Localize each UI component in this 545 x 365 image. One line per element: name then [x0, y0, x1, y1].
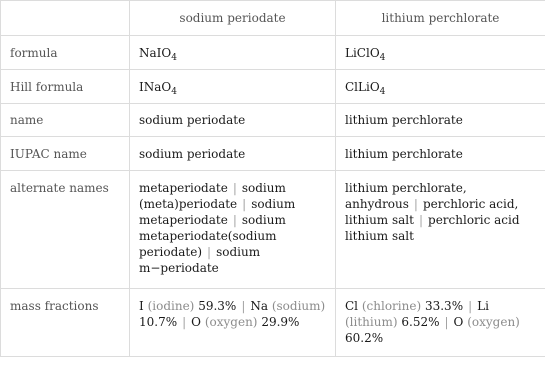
formula-cell-b: [336, 36, 545, 70]
row-label-alternate-names: alternate names: [1, 171, 130, 289]
row-label-iupac-name: IUPAC name: [1, 137, 130, 171]
column-header-sodium-periodate: sodium periodate: [130, 1, 336, 36]
element-symbol: Cl: [345, 299, 359, 313]
formula-subscript: 4: [171, 52, 177, 63]
name-cell-a: sodium periodate: [130, 104, 336, 137]
alt-name: perchloric acid lithium salt: [345, 213, 520, 243]
separator: |: [207, 245, 212, 259]
separator: |: [468, 299, 473, 313]
table-row: [1, 70, 545, 104]
formula-main: NaIO: [139, 45, 172, 60]
row-label-hill-formula: Hill formula: [1, 70, 130, 104]
alt-name: sodium (meta)periodate: [139, 181, 286, 211]
element-name: (lithium): [345, 315, 398, 329]
alt-name: sodium m−periodate: [139, 245, 261, 275]
row-label-mass-fractions: mass fractions: [1, 289, 130, 357]
alt-name: lithium perchlorate, anhydrous: [345, 181, 467, 211]
row-label-formula: formula: [1, 36, 130, 70]
header-row: [1, 1, 545, 36]
element-name: (oxygen): [204, 315, 258, 329]
alt-name: sodium metaperiodate(sodium periodate): [139, 213, 286, 259]
element-name: (sodium): [271, 299, 326, 313]
element-name: (oxygen): [467, 315, 520, 329]
alternate-names-cell-a: [130, 171, 336, 289]
mass-value: 10.7%: [139, 315, 178, 329]
separator: |: [232, 181, 237, 195]
mass-fractions-cell-a: [130, 289, 336, 357]
hill-formula-cell-a: [130, 70, 336, 104]
element-symbol: Li: [477, 299, 489, 313]
table-row: [1, 289, 545, 357]
table-row: [1, 104, 545, 137]
formula-main: LiClO: [345, 45, 380, 60]
element-name: (iodine): [147, 299, 195, 313]
corner-cell: [1, 1, 130, 36]
table-row: [1, 137, 545, 171]
element-name: (chlorine): [361, 299, 422, 313]
formula-cell-a: [130, 36, 336, 70]
formula-main: INaO: [139, 79, 172, 94]
formula-main: ClLiO: [345, 79, 380, 94]
element-symbol: I: [139, 299, 144, 313]
separator: |: [444, 315, 449, 329]
separator: |: [242, 197, 247, 211]
mass-value: 33.3%: [424, 299, 464, 313]
row-label-name: name: [1, 104, 130, 137]
mass-value: 6.52%: [401, 315, 440, 329]
element-symbol: O: [453, 315, 464, 329]
alt-name: sodium metaperiodate: [139, 197, 296, 227]
alternate-names-cell-b: [336, 171, 545, 289]
hill-formula-cell-b: [336, 70, 545, 104]
separator: |: [182, 315, 187, 329]
table-row: [1, 171, 545, 289]
mass-value: 59.3%: [198, 299, 237, 313]
separator: |: [418, 213, 424, 227]
alt-name: metaperiodate: [139, 181, 228, 195]
mass-value: 29.9%: [261, 315, 300, 329]
separator: |: [241, 299, 246, 313]
separator: |: [413, 197, 418, 211]
iupac-cell-a: sodium periodate: [130, 137, 336, 171]
iupac-cell-b: lithium perchlorate: [336, 137, 545, 171]
mass-fractions-cell-b: [336, 289, 545, 357]
mass-value: 60.2%: [345, 331, 384, 345]
element-symbol: O: [191, 315, 202, 329]
formula-subscript: 4: [379, 86, 386, 97]
column-header-lithium-perchlorate: lithium perchlorate: [336, 1, 545, 36]
name-cell-b: lithium perchlorate: [336, 104, 545, 137]
table-row: [1, 36, 545, 70]
formula-subscript: 4: [171, 86, 177, 97]
alt-name: perchloric acid, lithium salt: [345, 197, 519, 227]
separator: |: [232, 213, 237, 227]
formula-subscript: 4: [379, 52, 386, 63]
element-symbol: Na: [250, 299, 269, 313]
